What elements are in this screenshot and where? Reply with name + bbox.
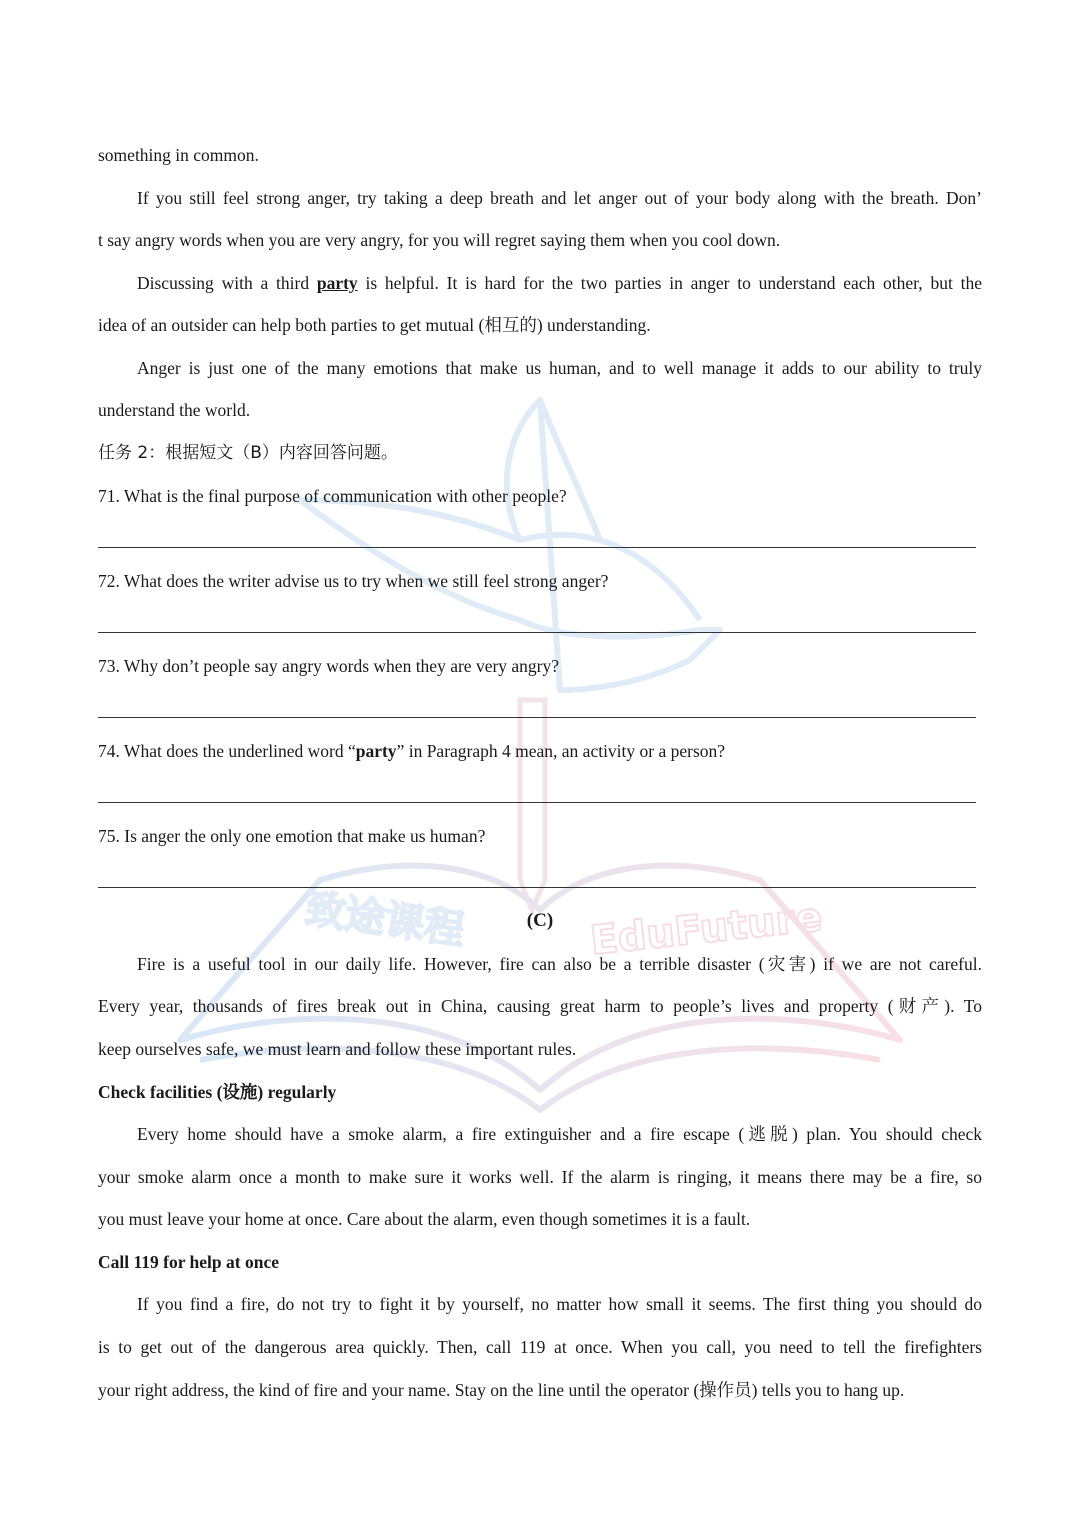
- answer-line-71[interactable]: [98, 547, 976, 548]
- passage-b-p4-line2: t say angry words when you are very angry, for you will regret saying them when you cool down.: [98, 230, 781, 250]
- question-73: 73. Why don’t people say angry words when they are very angry?: [98, 656, 560, 676]
- passage-c-title: (C): [526, 910, 554, 931]
- section-heading-call-119: Call 119 for help at once: [98, 1252, 279, 1272]
- watermark-text-cn: 致途课程: [302, 885, 468, 954]
- book-icon: [180, 866, 900, 1110]
- section1-line2: your smoke alarm once a month to make sure it works well. If the alarm is ringing, it means there may be a fire, so: [98, 1167, 982, 1187]
- answer-line-75[interactable]: [98, 887, 976, 888]
- pen-icon: [520, 700, 545, 910]
- answer-line-72[interactable]: [98, 632, 976, 633]
- underlined-word-party: party: [316, 273, 358, 293]
- answer-line-74[interactable]: [98, 802, 976, 803]
- question-75: 75. Is anger the only one emotion that make us human?: [98, 826, 486, 846]
- passage-b-p6-line2: understand the world.: [98, 400, 251, 420]
- section1-line1: Every home should have a smoke alarm, a fire extinguisher and a fire escape (逃脱) plan. You should check: [137, 1124, 982, 1144]
- passage-c-intro-line1: Fire is a useful tool in our daily life. However, fire can also be a terrible disaster (灾害) if we are not careful.: [137, 954, 982, 974]
- section2-line3: your right address, the kind of fire and your name. Stay on the line until the operator (操作员) tells you to hang up.: [98, 1380, 905, 1400]
- q74-word-party: party: [355, 741, 397, 761]
- q74-post: ” in Paragraph 4 mean, an activity or a person?: [396, 741, 726, 761]
- watermark-text-en: EduFuture: [588, 894, 825, 965]
- answer-line-73[interactable]: [98, 717, 976, 718]
- passage-c-intro-line3: keep ourselves safe, we must learn and follow these important rules.: [98, 1039, 577, 1059]
- section2-line2: is to get out of the dangerous area quickly. Then, call 119 at once. When you call, you need to tell the firefighters: [98, 1337, 982, 1357]
- passage-b-p4-line1: If you still feel strong anger, try taking a deep breath and let anger out of your body along with the breath. Don’: [137, 188, 982, 208]
- task2-title: 任务 2：根据短文（B）内容回答问题。: [98, 443, 398, 463]
- section2-line1: If you find a fire, do not try to fight it by yourself, no matter how small it seems. The first thing you should do: [137, 1294, 982, 1314]
- passage-b-p6-line1: Anger is just one of the many emotions that make us human, and to well manage it adds to our ability to truly: [137, 358, 982, 378]
- p5-post: is helpful. It is hard for the two parties in anger to understand each other, but the: [357, 273, 982, 293]
- question-74: [98, 739, 982, 763]
- question-71: 71. What is the final purpose of communication with other people?: [98, 486, 567, 506]
- passage-b-p5-line1: [137, 271, 982, 295]
- passage-b-p3-end: something in common.: [98, 145, 259, 165]
- section1-line3: you must leave your home at once. Care about the alarm, even though sometimes it is a fault.: [98, 1209, 751, 1229]
- passage-c-intro-line2: Every year, thousands of fires break out in China, causing great harm to people’s lives and property (财产). To: [98, 996, 982, 1016]
- q74-pre: 74. What does the underlined word “: [98, 741, 356, 761]
- section-heading-check-facilities: Check facilities (设施) regularly: [98, 1082, 337, 1102]
- passage-b-p5-line2: idea of an outsider can help both parties to get mutual (相互的) understanding.: [98, 315, 651, 335]
- p5-pre: Discussing with a third: [137, 273, 317, 293]
- question-72: 72. What does the writer advise us to try when we still feel strong anger?: [98, 571, 609, 591]
